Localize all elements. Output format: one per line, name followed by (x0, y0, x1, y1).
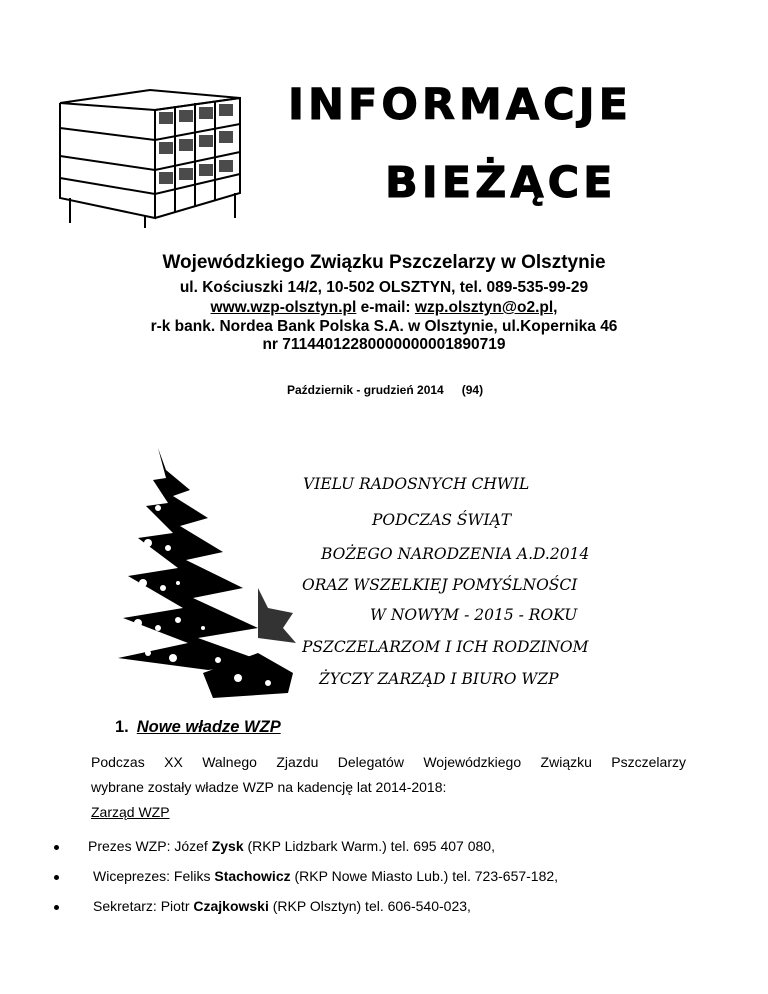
section-paragraph-line-2: wybrane zostały władze WZP na kadencję lat 2014-2018: (91, 779, 447, 795)
member-surname: Stachowicz (214, 868, 291, 884)
section-number: 1. (115, 718, 129, 736)
member-suffix: (RKP Olsztyn) tel. 606-540-023, (268, 898, 471, 914)
section-paragraph-line-1: Podczas XX Walnego Zjazdu Delegatów Wojewódzkiego Związku Pszczelarzy (91, 754, 686, 770)
member-suffix: (RKP Nowe Miasto Lub.) tel. 723-657-182, (290, 868, 559, 884)
list-item (54, 898, 471, 914)
bullet-icon (54, 875, 59, 880)
wish-line-6: PSZCZELARZOM I ICH RODZINOM (302, 638, 589, 656)
header-title-biezace: BIEŻĄCE (385, 158, 617, 208)
header-title-informacje: INFORMACJE (288, 80, 633, 130)
org-bank: r-k bank. Nordea Bank Polska S.A. w Olsztynie, ul.Kopernika 46 (150, 318, 618, 335)
wish-line-3: BOŻEGO NARODZENIA A.D.2014 (321, 545, 590, 563)
wish-line-2: PODCZAS ŚWIĄT (372, 511, 512, 529)
website-link[interactable]: www.wzp-olsztyn.pl (210, 299, 357, 316)
issue-info (287, 383, 483, 397)
board-heading: Zarząd WZP (91, 804, 170, 820)
section-heading (115, 718, 281, 737)
member-suffix: (RKP Lidzbark Warm.) tel. 695 407 080, (243, 838, 495, 854)
org-address: ul. Kościuszki 14/2, 10-502 OLSZTYN, tel. 089-535-99-29 (179, 279, 589, 296)
list-item (54, 868, 558, 884)
wish-line-4: ORAZ WSZELKIEJ POMYŚLNOŚCI (302, 576, 578, 594)
christmas-tree-illustration (118, 448, 298, 700)
issue-period: Październik - grudzień 2014 (287, 383, 444, 397)
email-link[interactable]: wzp.olsztyn@o2.pl, (414, 299, 558, 316)
member-prefix: Wiceprezes: Feliks (93, 868, 215, 884)
wish-line-5: W NOWYM - 2015 - ROKU (370, 606, 578, 624)
section-title: Nowe władze WZP (136, 718, 281, 736)
beehive-illustration (55, 78, 255, 228)
member-surname: Zysk (211, 838, 244, 854)
member-prefix: Sekretarz: Piotr (93, 898, 194, 914)
list-item (54, 838, 495, 854)
wish-line-1: VIELU RADOSNYCH CHWIL (303, 475, 530, 493)
org-name: Wojewódzkiego Związku Pszczelarzy w Olsztynie (162, 252, 606, 273)
org-account-number: nr 71144012280000000001890719 (262, 336, 506, 353)
bullet-icon (54, 905, 59, 910)
bullet-icon (54, 845, 59, 850)
member-surname: Czajkowski (193, 898, 269, 914)
org-contact-line (0, 299, 768, 317)
wish-line-7: ŻYCZY ZARZĄD I BIURO WZP (319, 670, 559, 688)
issue-number: (94) (461, 383, 484, 397)
member-prefix: Prezes WZP: Józef (88, 838, 212, 854)
email-label: e-mail: (356, 299, 415, 316)
